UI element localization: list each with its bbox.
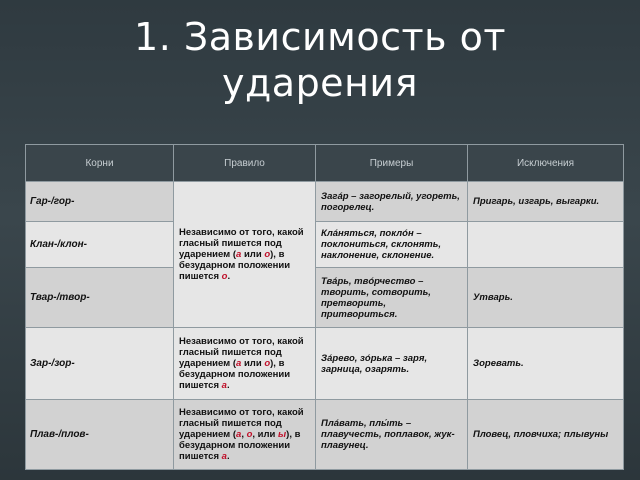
exception-cell: Утварь.: [468, 268, 624, 328]
root-cell: Клан-/клон-: [26, 222, 174, 268]
header-exceptions: Исключения: [468, 145, 624, 182]
exception-cell: Зоревать.: [468, 328, 624, 400]
root-cell: Твар-/твор-: [26, 268, 174, 328]
table-header-row: [26, 145, 624, 182]
table-row: [26, 268, 624, 328]
table-row: [26, 400, 624, 470]
header-rule: Правило: [174, 145, 316, 182]
spelling-rules-table: [25, 144, 624, 470]
example-cell: Зáрево, зóрька – заря, зарница, озарять.: [316, 328, 468, 400]
slide-title: [0, 14, 640, 106]
example-cell: Плáвать, плы́ть – плавучесть, поплавок, жук-плавунец.: [316, 400, 468, 470]
header-roots: Корни: [26, 145, 174, 182]
root-cell: Гар-/гор-: [26, 182, 174, 222]
exception-cell: Пловец, пловчиха; плывуны: [468, 400, 624, 470]
root-cell: Зар-/зор-: [26, 328, 174, 400]
example-cell: Клáняться, поклóн – поклониться, склонять, наклонение, склонение.: [316, 222, 468, 268]
example-cell: Загáр – загорелый, угореть, погорелец.: [316, 182, 468, 222]
exception-cell: Пригарь, изгарь, выгарки.: [468, 182, 624, 222]
rule-cell: Независимо от того, какой гласный пишется под ударением (а или о), в безударном положении пишется о.: [174, 182, 316, 328]
root-cell: Плав-/плов-: [26, 400, 174, 470]
table-row: [26, 222, 624, 268]
title-line-1: 1. Зависимость от: [134, 15, 506, 59]
title-line-2: ударения: [222, 61, 418, 105]
exception-cell: [468, 222, 624, 268]
header-examples: Примеры: [316, 145, 468, 182]
example-cell: Твáрь, твóрчество – творить, сотворить, претворить, притвориться.: [316, 268, 468, 328]
table-row: [26, 328, 624, 400]
table-row: [26, 182, 624, 222]
rule-cell: Независимо от того, какой гласный пишется под ударением (а или о), в безударном положении пишется а.: [174, 328, 316, 400]
rule-cell: Независимо от того, какой гласный пишется под ударением (а, о, или ы), в безударном положении пишется а.: [174, 400, 316, 470]
